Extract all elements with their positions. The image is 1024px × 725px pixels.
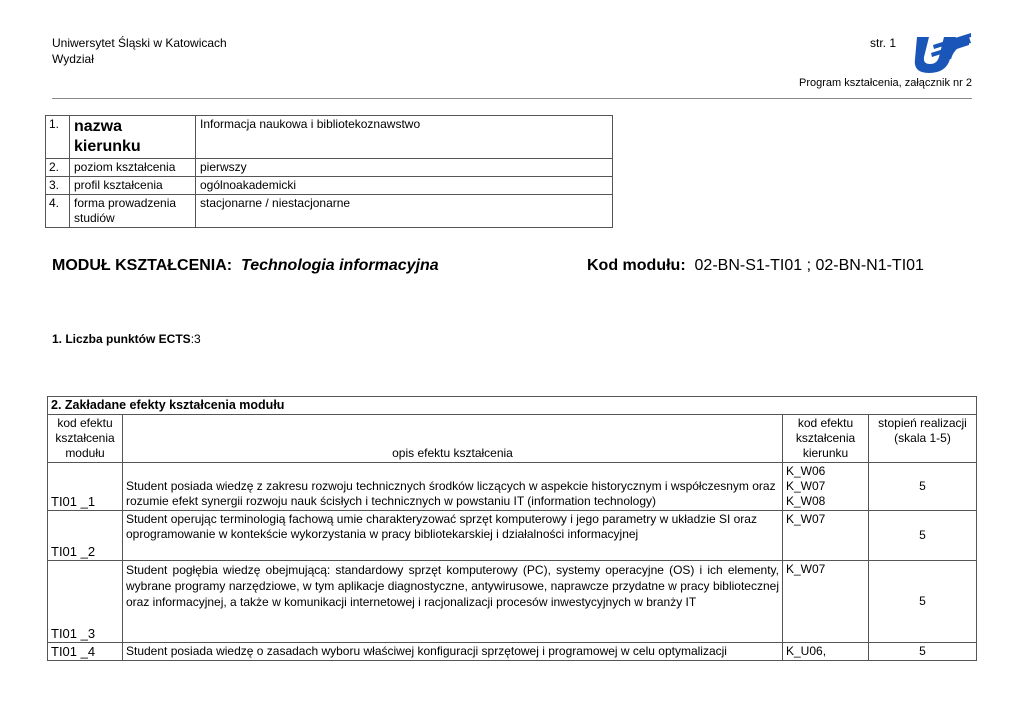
table-row — [48, 561, 977, 643]
level-label: poziom kształcenia — [70, 159, 196, 177]
study-form-value: stacjonarne / niestacjonarne — [196, 195, 613, 228]
page-header — [52, 35, 972, 99]
outcome-desc: Student operując terminologią fachową umie charakteryzować sprzęt komputerowy i jego parametry w układzie SI oraz oprogramowanie w kontekście wykorzystania w pracy bibliotekarskiej i działalności informacyjnej — [123, 511, 783, 561]
table-row — [48, 463, 977, 511]
outcome-field-codes — [783, 511, 869, 561]
field-info-table — [45, 115, 613, 228]
row-number: 1. — [46, 116, 70, 159]
row-number: 2. — [46, 159, 70, 177]
program-attachment: Program kształcenia, załącznik nr 2 — [798, 77, 972, 89]
profile-label: profil kształcenia — [70, 177, 196, 195]
module-title — [52, 256, 439, 276]
header-level: stopień realizacji (skala 1-5) — [869, 415, 977, 463]
university-name: Uniwersytet Śląski w Katowicach — [52, 36, 227, 50]
ects-label: 1. Liczba punktów ECTS — [52, 332, 191, 346]
table-row — [46, 195, 613, 228]
header-desc: opis efektu kształcenia — [123, 415, 783, 463]
outcome-field-codes — [783, 463, 869, 511]
field-code: K_W07 — [786, 512, 826, 526]
field-code: K_U06, — [786, 644, 827, 658]
outcome-level: 5 — [869, 643, 977, 661]
table-row — [46, 159, 613, 177]
outcome-level: 5 — [869, 463, 977, 511]
header-field-code: kod efektu kształcenia kierunku — [783, 415, 869, 463]
field-code: K_W08 — [786, 494, 826, 508]
field-code: K_W07 — [786, 479, 826, 493]
outcome-desc: Student pogłębia wiedzę obejmującą: standardowy sprzęt komputerowy (PC), systemy operacyjne (OS) i ich elementy, wybrane programy narzędziowe, w tym aplikacje diagnostyczne, antywirusowe, naprawcze przydatne w pracy bibliotecznej oraz informacyjnej, a także w komunikacji internetowej i racjonalizacji procesów inwestycyjnych w branży IT — [123, 561, 783, 643]
outcomes-title: 2. Zakładane efekty kształcenia modułu — [48, 397, 977, 415]
outcome-code: TI01 _2 — [48, 511, 123, 561]
table-row — [46, 177, 613, 195]
outcome-code: TI01 _4 — [48, 643, 123, 661]
module-name: Technologia informacyjna — [241, 257, 439, 274]
header-code: kod efektu kształcenia modułu — [48, 415, 123, 463]
outcome-field-codes — [783, 561, 869, 643]
department-name: Wydział — [52, 52, 94, 66]
row-number: 3. — [46, 177, 70, 195]
outcome-code: TI01 _3 — [48, 561, 123, 643]
study-form-label: forma prowadzenia studiów — [70, 195, 196, 228]
ects-points — [52, 331, 201, 347]
module-code-value: 02-BN-S1-TI01 ; 02-BN-N1-TI01 — [694, 257, 924, 274]
field-name-label: nazwa kierunku — [70, 116, 196, 159]
outcome-desc: Student posiada wiedzę z zakresu rozwoju technicznych środków liczących w aspekcie historycznym i współczesnym oraz rozumie efekt synergii rozwoju nauk ścisłych i technicznych w powstaniu IT (information technology) — [123, 463, 783, 511]
ects-value: :3 — [190, 332, 201, 346]
row-number: 4. — [46, 195, 70, 228]
outcome-level: 5 — [869, 561, 977, 643]
field-code: K_W06 — [786, 464, 826, 478]
module-label: MODUŁ KSZTAŁCENIA: — [52, 257, 233, 274]
field-code: K_W07 — [786, 562, 826, 576]
table-header-row — [48, 415, 977, 463]
table-title-row — [48, 397, 977, 415]
page-number: str. 1 — [870, 36, 897, 50]
module-code — [587, 256, 924, 276]
level-value: pierwszy — [196, 159, 613, 177]
outcome-desc: Student posiada wiedzę o zasadach wyboru właściwej konfiguracji sprzętowej i programowej w celu optymalizacji — [123, 643, 783, 661]
university-logo-icon — [911, 31, 973, 75]
field-name-value: Informacja naukowa i bibliotekoznawstwo — [196, 116, 613, 159]
outcomes-table — [47, 396, 977, 661]
table-row — [48, 511, 977, 561]
table-row — [46, 116, 613, 159]
table-row — [48, 643, 977, 661]
outcome-field-codes — [783, 643, 869, 661]
outcome-level: 5 — [869, 511, 977, 561]
outcome-code: TI01 _1 — [48, 463, 123, 511]
profile-value: ogólnoakademicki — [196, 177, 613, 195]
module-code-label: Kod modułu: — [587, 257, 686, 274]
